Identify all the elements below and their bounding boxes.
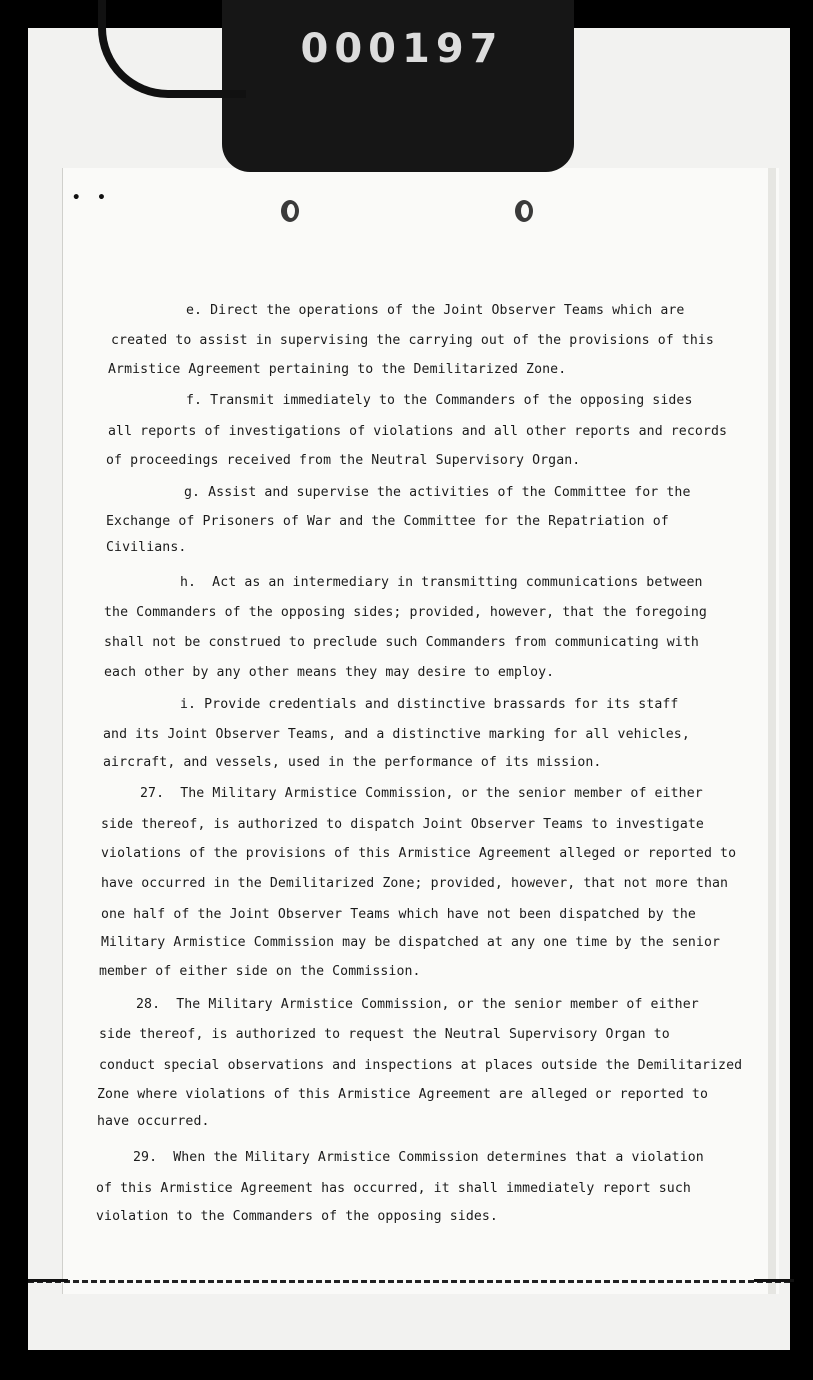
punch-hole-left (281, 200, 299, 222)
para-e-line-1: e. Direct the operations of the Joint Observer Teams which are (186, 303, 685, 318)
para-29-line-3: violation to the Commanders of the opposing sides. (96, 1209, 498, 1224)
para-e-line-2: created to assist in supervising the carrying out of the provisions of this (111, 333, 714, 348)
para-28-line-2: side thereof, is authorized to request the Neutral Supervisory Organ to (99, 1027, 670, 1042)
para-h-line-1: h. Act as an intermediary in transmitting communications between (180, 575, 703, 590)
para-g-line-2: Exchange of Prisoners of War and the Committee for the Repatriation of (106, 514, 669, 529)
para-28-line-4: Zone where violations of this Armistice Agreement are alleged or reported to (97, 1087, 709, 1102)
para-i-line-3: aircraft, and vessels, used in the performance of its mission. (103, 755, 602, 770)
frame-cut-line (28, 1280, 790, 1283)
para-i-line-1: i. Provide credentials and distinctive brassards for its staff (180, 697, 679, 712)
para-f-line-3: of proceedings received from the Neutral Supervisory Organ. (106, 453, 581, 468)
para-28-line-1: 28. The Military Armistice Commission, or the senior member of either (136, 997, 699, 1012)
para-27-line-7: member of either side on the Commission. (99, 964, 421, 979)
frame-clip (222, 0, 574, 172)
page-edge (768, 168, 776, 1294)
para-27-line-4: have occurred in the Demilitarized Zone; provided, however, that not more than (101, 876, 729, 891)
para-28-line-5: have occurred. (97, 1114, 210, 1129)
para-27-line-2: side thereof, is authorized to dispatch Joint Observer Teams to investigate (101, 817, 704, 832)
corner-mark: • • (72, 190, 106, 206)
para-e-line-3: Armistice Agreement pertaining to the Demilitarized Zone. (108, 362, 567, 377)
para-28-line-3: conduct special observations and inspections at places outside the Demilitarized (99, 1058, 743, 1073)
para-29-line-2: of this Armistice Agreement has occurred, it shall immediately report such (96, 1181, 691, 1196)
frame-number: 000197 (300, 26, 504, 72)
para-f-line-1: f. Transmit immediately to the Commanders of the opposing sides (186, 393, 693, 408)
para-27-line-5: one half of the Joint Observer Teams which have not been dispatched by the (101, 907, 696, 922)
para-h-line-2: the Commanders of the opposing sides; provided, however, that the foregoing (104, 605, 707, 620)
para-27-line-1: 27. The Military Armistice Commission, or the senior member of either (140, 786, 703, 801)
para-27-line-6: Military Armistice Commission may be dispatched at any one time by the senior (101, 935, 721, 950)
para-h-line-4: each other by any other means they may desire to employ. (104, 665, 555, 680)
frame-cut-mark-left (28, 1279, 68, 1282)
para-h-line-3: shall not be construed to preclude such Commanders from communicating with (104, 635, 699, 650)
para-29-line-1: 29. When the Military Armistice Commission determines that a violation (133, 1150, 704, 1165)
para-g-line-3: Civilians. (106, 540, 187, 555)
para-g-line-1: g. Assist and supervise the activities of the Committee for the (184, 485, 691, 500)
para-f-line-2: all reports of investigations of violations and all other reports and records (108, 424, 728, 439)
para-i-line-2: and its Joint Observer Teams, and a distinctive marking for all vehicles, (103, 727, 690, 742)
frame-cut-mark-right (754, 1279, 794, 1282)
punch-hole-right (515, 200, 533, 222)
para-27-line-3: violations of the provisions of this Armistice Agreement alleged or reported to (101, 846, 737, 861)
